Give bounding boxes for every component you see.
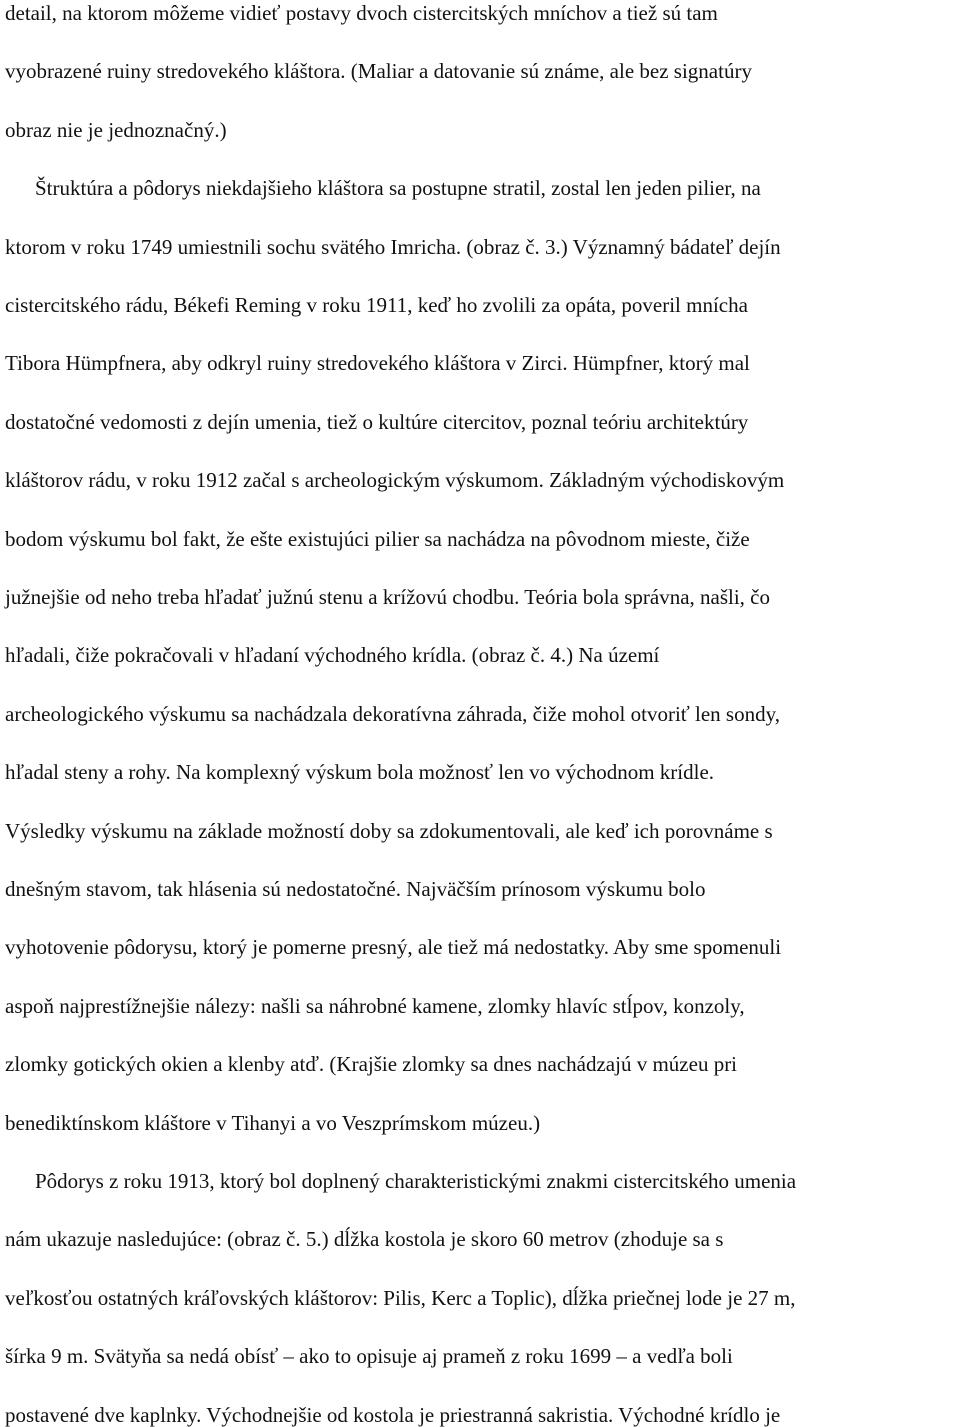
text-line: zlomky gotických okien a klenby atď. (Krajšie zlomky sa dnes nachádzajú v múzeu pri [5,1052,738,1077]
text-line: dostatočné vedomosti z dejín umenia, tiež o kultúre citercitov, poznal teóriu architektúry [5,409,749,434]
text-line: ktorom v roku 1749 umiestnili sochu svätého Imricha. (obraz č. 3.) Významný bádateľ dejín [5,234,781,259]
text-line: šírka 9 m. Svätyňa sa nedá obísť – ako to opisuje aj prameň z roku 1699 – a vedľa boli [5,1344,733,1369]
text-line: dnešným stavom, tak hlásenia sú nedostatočné. Najväčším prínosom výskumu bolo [5,877,706,901]
text-line: kláštorov rádu, v roku 1912 začal s archeologickým výskumom. Základným východiskovým [5,468,785,493]
text-line: Tibora Hümpfnera, aby odkryl ruiny stredovekého kláštora v Zirci. Hümpfner, ktorý mal [5,351,750,376]
text-line: nám ukazuje nasledujúce: (obraz č. 5.) dĺžka kostola je skoro 60 metrov (zhoduje sa s [5,1227,724,1252]
text-line: bodom výskumu bol fakt, že ešte existujúci pilier sa nachádza na pôvodnom mieste, čiže [5,526,750,551]
text-line: vyobrazené ruiny stredovekého kláštora. (Maliar a datovanie sú známe, ale bez signatúry [5,59,752,84]
text-line: vyhotovenie pôdorysu, ktorý je pomerne presný, ale tiež má nedostatky. Aby sme spomenuli [5,935,782,960]
text-line: obraz nie je jednoznačný.) [5,117,227,142]
text-line: cistercitského rádu, Békefi Reming v roku 1911, keď ho zvolili za opáta, poveril mnícha [5,293,748,317]
text-line: veľkosťou ostatných kráľovských kláštorov: Pilis, Kerc a Toplic), dĺžka priečnej lode je 27 m, [5,1285,796,1310]
text-line: južnejšie od neho treba hľadať južnú stenu a krížovú chodbu. Teória bola správna, našli, čo [5,585,770,609]
text-line: Pôdorys z roku 1913, ktorý bol doplnený charakteristickými znakmi cistercitského umenia [35,1169,797,1193]
text-line: postavené dve kaplnky. Východnejšie od kostola je priestranná sakristia. Východné krídlo je [5,1402,781,1427]
text-line: hľadal steny a rohy. Na komplexný výskum bola možnosť len vo východnom krídle. [5,760,715,785]
text-line: Štruktúra a pôdorys niekdajšieho kláštora sa postupne stratil, zostal len jeden pilier, na [35,176,761,201]
text-line: Výsledky výskumu na základe možností doby sa zdokumentovali, ale keď ich porovnáme s [5,818,773,843]
text-line: hľadali, čiže pokračovali v hľadaní východného krídla. (obraz č. 4.) Na území [5,643,660,668]
text-line: archeologického výskumu sa nachádzala dekoratívna záhrada, čiže mohol otvoriť len sondy, [5,701,780,726]
text-line: aspoň najprestížnejšie nálezy: našli sa náhrobné kamene, zlomky hlavíc stĺpov, konzoly, [5,993,745,1018]
text-line: benediktínskom kláštore v Tihanyi a vo Veszprímskom múzeu.) [5,1110,541,1135]
text-line: detail, na ktorom môžeme vidieť postavy dvoch cistercitských mníchov a tiež sú tam [5,1,718,25]
